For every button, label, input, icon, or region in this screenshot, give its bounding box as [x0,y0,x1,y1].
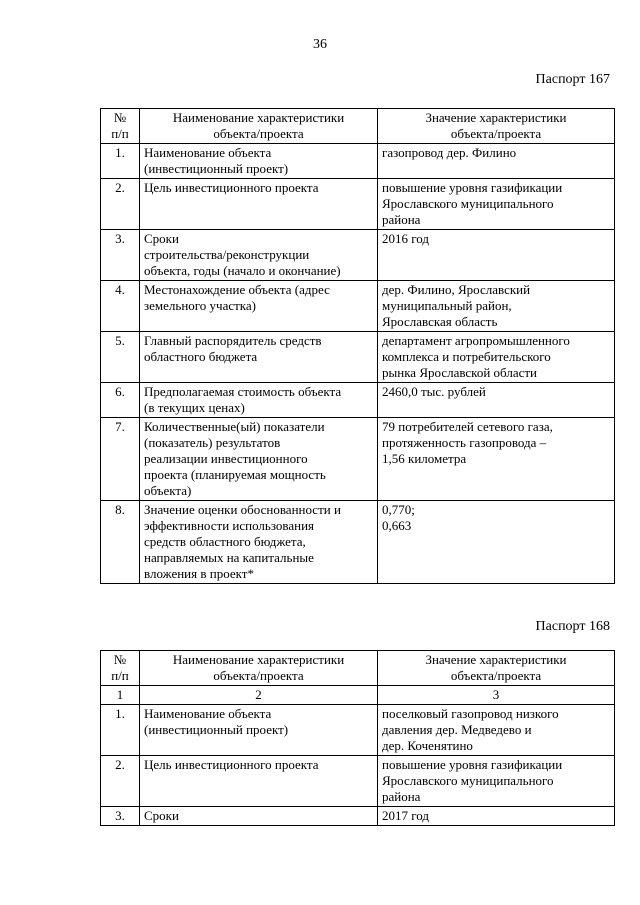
header-characteristic-name: Наименование характеристики объекта/проекта [140,651,378,686]
table-row [101,179,615,230]
passport-168-table [100,650,615,826]
row-characteristic-value: повышение уровня газификации Ярославского муниципального района [378,179,615,230]
column-index-row [101,686,615,705]
row-characteristic-name: Цель инвестиционного проекта [140,756,378,807]
row-characteristic-name: Наименование объекта (инвестиционный проект) [140,705,378,756]
row-number: 2. [101,756,140,807]
header-characteristic-value: Значение характеристики объекта/проекта [378,109,615,144]
row-characteristic-name: Сроки [140,807,378,826]
column-index-1: 1 [101,686,140,705]
row-characteristic-name: Цель инвестиционного проекта [140,179,378,230]
row-number: 1. [101,144,140,179]
row-number: 5. [101,332,140,383]
row-number: 2. [101,179,140,230]
table-row [101,501,615,584]
table-row [101,418,615,501]
row-characteristic-value: 2017 год [378,807,615,826]
header-characteristic-value: Значение характеристики объекта/проекта [378,651,615,686]
passport-167-table [100,108,615,584]
page-number: 36 [313,37,327,52]
row-number: 3. [101,230,140,281]
header-number: № п/п [101,651,140,686]
row-number: 4. [101,281,140,332]
row-characteristic-name: Сроки строительства/реконструкции объекта, годы (начало и окончание) [140,230,378,281]
table-header-row [101,651,615,686]
row-number: 6. [101,383,140,418]
table-header-row [101,109,615,144]
table-row [101,807,615,826]
row-characteristic-name: Наименование объекта (инвестиционный проект) [140,144,378,179]
row-characteristic-value: 79 потребителей сетевого газа, протяженность газопровода – 1,56 километра [378,418,615,501]
table-row [101,705,615,756]
row-characteristic-value: департамент агропромышленного комплекса и потребительского рынка Ярославской области [378,332,615,383]
row-characteristic-name: Значение оценки обоснованности и эффективности использования средств областного бюджета, направляемых на капитальные вложения в проект* [140,501,378,584]
row-characteristic-name: Местонахождение объекта (адрес земельного участка) [140,281,378,332]
header-number: № п/п [101,109,140,144]
row-characteristic-name: Количественные(ый) показатели (показатель) результатов реализации инвестиционного проекта (планируемая мощность объекта) [140,418,378,501]
passport-167-title: Паспорт 167 [535,72,610,87]
row-characteristic-value: дер. Филино, Ярославский муниципальный район, Ярославская область [378,281,615,332]
row-characteristic-value: 2460,0 тыс. рублей [378,383,615,418]
column-index-3: 3 [378,686,615,705]
table-row [101,332,615,383]
column-index-2: 2 [140,686,378,705]
table-row [101,144,615,179]
passport-168-body [101,705,615,826]
table-row [101,756,615,807]
passport-168-title: Паспорт 168 [535,619,610,634]
row-number: 1. [101,705,140,756]
header-characteristic-name: Наименование характеристики объекта/проекта [140,109,378,144]
passport-167-body [101,144,615,584]
row-number: 8. [101,501,140,584]
row-characteristic-name: Главный распорядитель средств областного бюджета [140,332,378,383]
table-row [101,281,615,332]
row-characteristic-value: газопровод дер. Филино [378,144,615,179]
row-characteristic-value: 0,770; 0,663 [378,501,615,584]
row-characteristic-value: 2016 год [378,230,615,281]
row-number: 7. [101,418,140,501]
table-row [101,383,615,418]
row-number: 3. [101,807,140,826]
row-characteristic-name: Предполагаемая стоимость объекта (в текущих ценах) [140,383,378,418]
table-row [101,230,615,281]
row-characteristic-value: поселковый газопровод низкого давления дер. Медведево и дер. Коченятино [378,705,615,756]
row-characteristic-value: повышение уровня газификации Ярославского муниципального района [378,756,615,807]
